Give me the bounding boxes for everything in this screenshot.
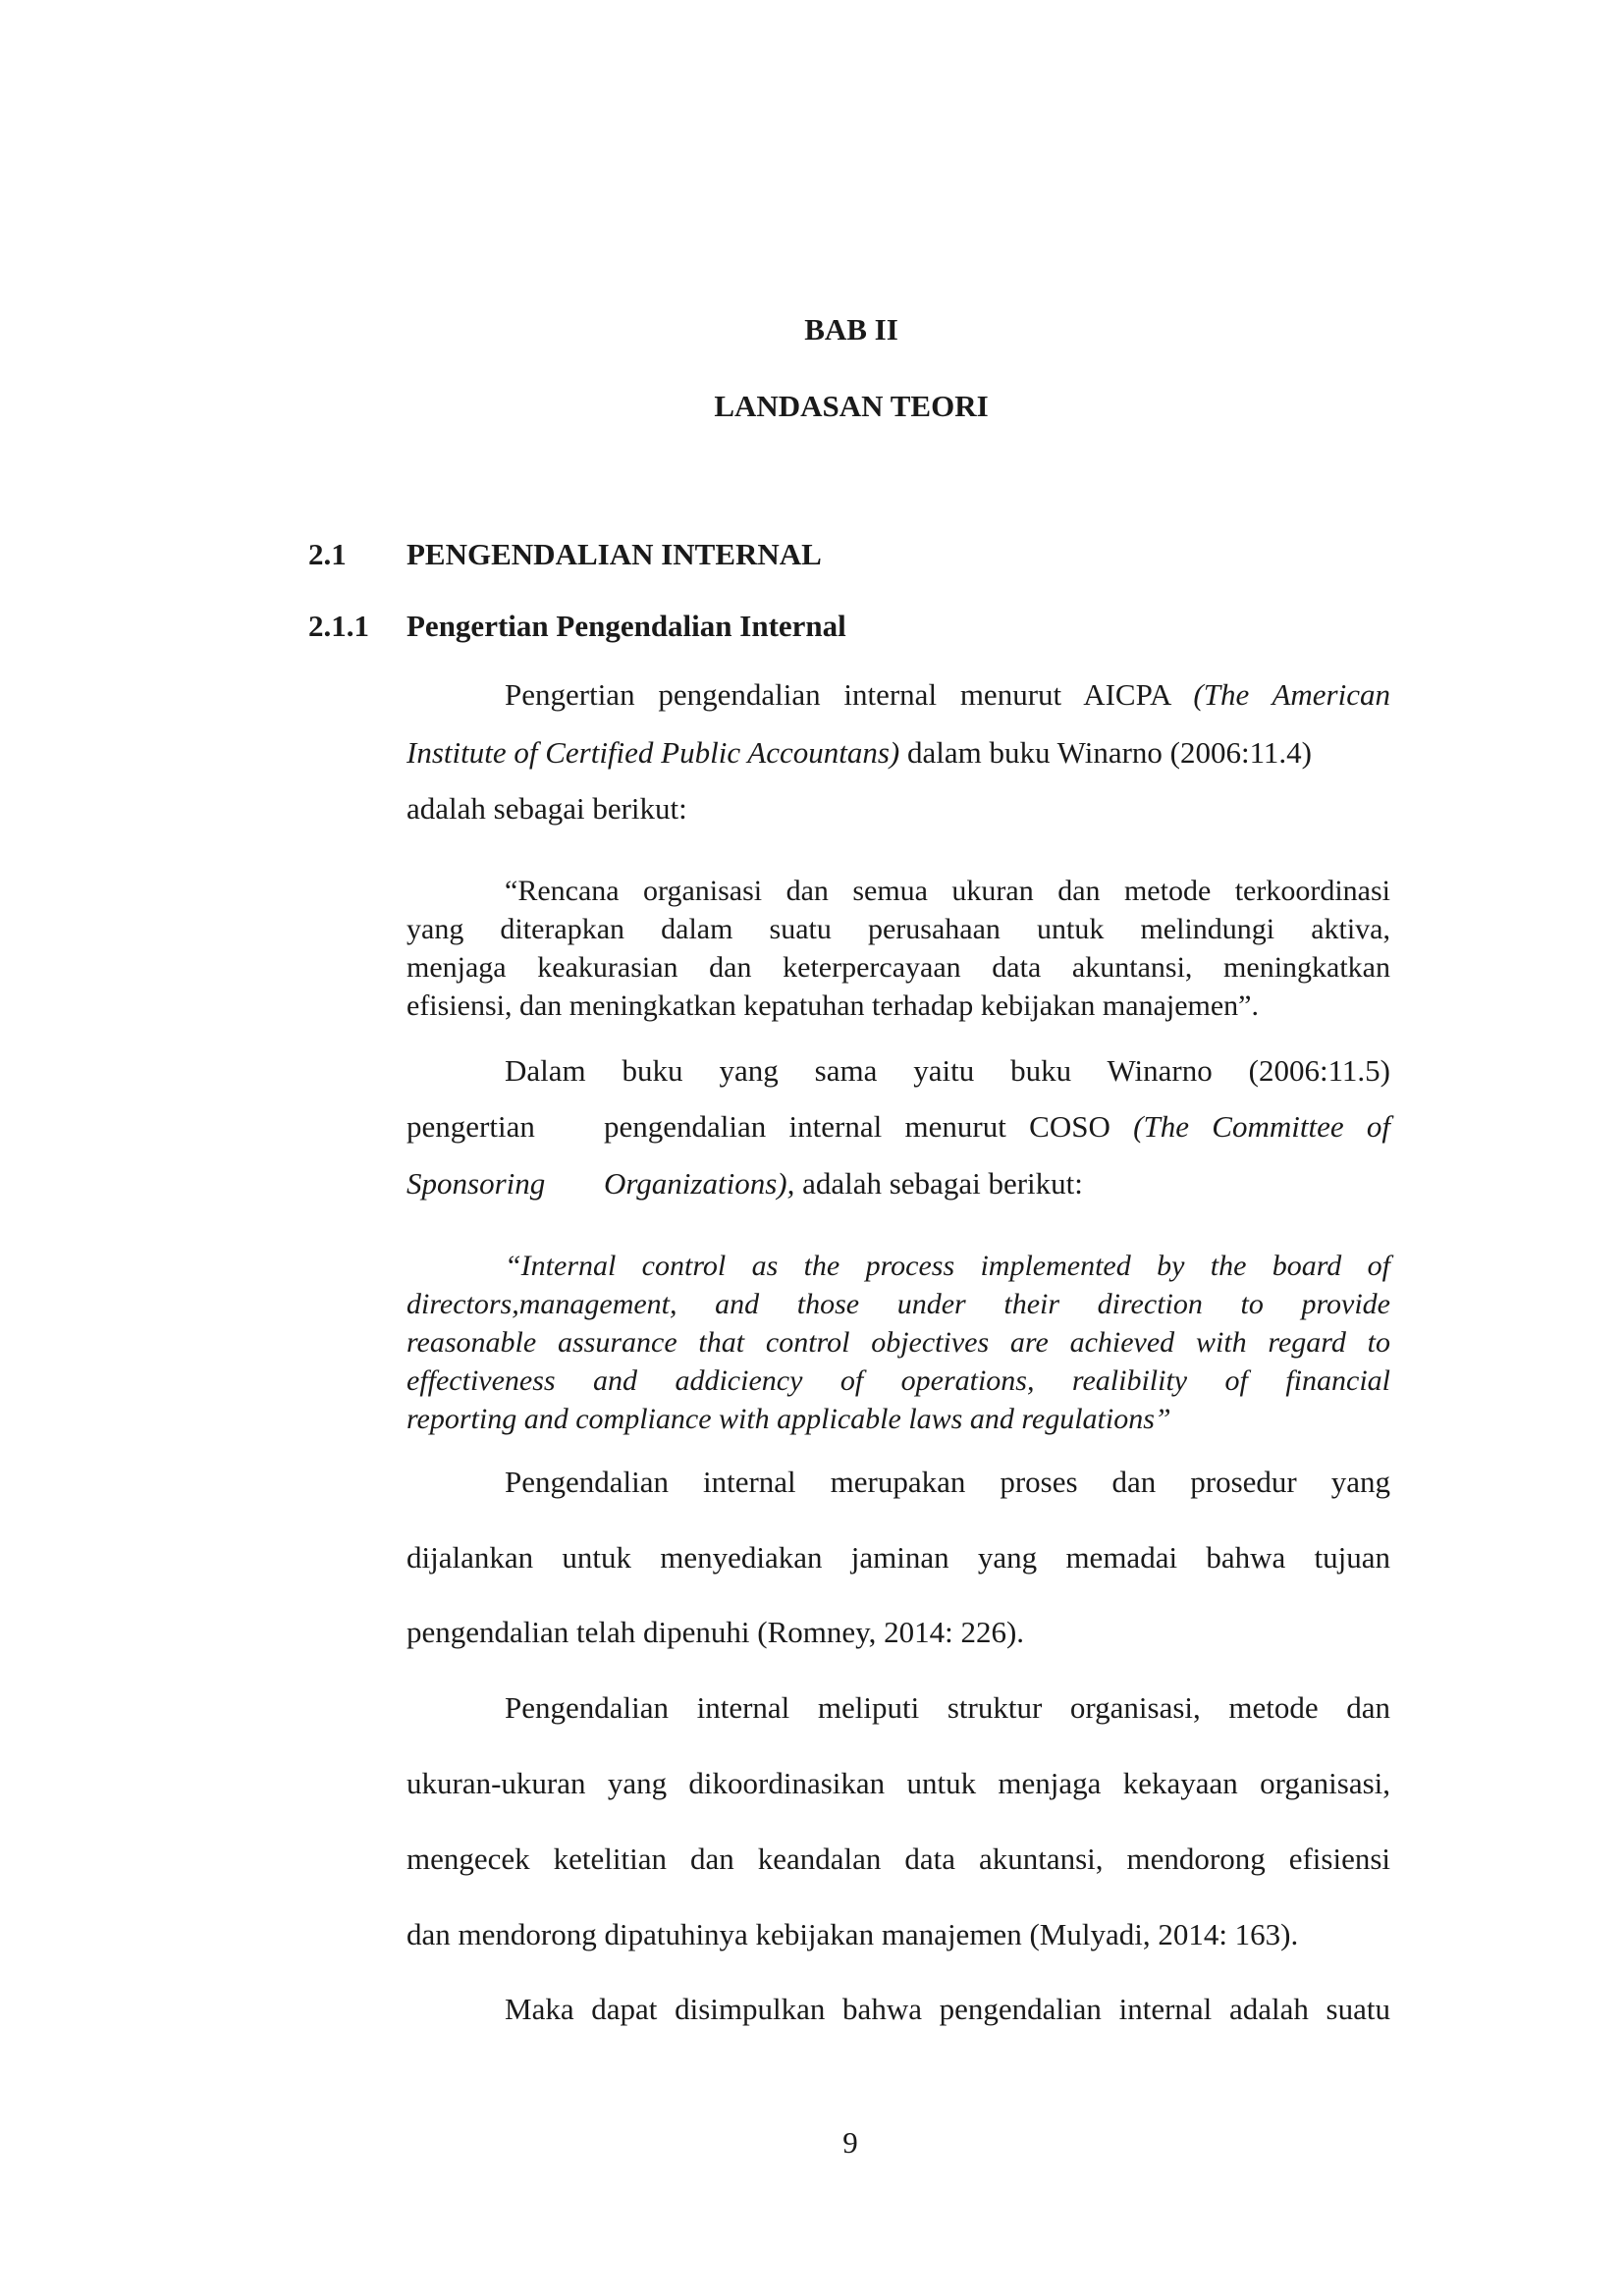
para1-institute: Institute of Certified Public Accountans) (406, 735, 900, 770)
paragraph-3-line-1: Pengendalian internal merupakan proses dan prosedur yang (505, 1465, 1390, 1499)
chapter-title: LANDASAN TEORI (714, 389, 989, 423)
quote-2-line-2: directors,management, and those under their direction to provide (406, 1288, 1390, 1320)
quote-1-line-2: yang diterapkan dalam suatu perusahaan untuk melindungi aktiva, (406, 913, 1390, 945)
paragraph-2-line-3 (406, 1164, 1390, 1203)
paragraph-4-line-1: Pengendalian internal meliputi struktur organisasi, metode dan (505, 1690, 1390, 1725)
paragraph-4-line-3: mengecek ketelitian dan keandalan data akuntansi, mendorong efisiensi (406, 1842, 1390, 1876)
paragraph-1-line-2 (406, 733, 1390, 773)
paragraph-3-line-2: dijalankan untuk menyediakan jaminan yang memadai bahwa tujuan (406, 1540, 1390, 1575)
paragraph-2-line-1: Dalam buku yang sama yaitu buku Winarno (2006:11.5) (505, 1053, 1390, 1088)
quote-2-line-1: “Internal control as the process implemented by the board of (505, 1250, 1390, 1282)
paragraph-1-line-3: adalah sebagai berikut: (406, 791, 687, 826)
para2-orgs (604, 1164, 1083, 1203)
quote-2-line-5: reporting and compliance with applicable laws and regulations” (406, 1403, 1171, 1435)
quote-1-line-1: “Rencana organisasi dan semua ukuran dan metode terkoordinasi (505, 875, 1390, 907)
para2-orgs-text: adalah sebagai berikut: (794, 1166, 1083, 1201)
para1-italic: (The American (1193, 677, 1390, 712)
para1-citation: dalam buku Winarno (2006:11.4) (899, 735, 1313, 770)
quote-2-line-4: effectiveness and addiciency of operations, realibility of financial (406, 1364, 1390, 1397)
para2-coso-italic: (The Committee of (1133, 1109, 1390, 1144)
quote-1-line-3: menjaga keakurasian dan keterpercayaan data akuntansi, meningkatkan (406, 951, 1390, 984)
quote-2-line-3: reasonable assurance that control objectives are achieved with regard to (406, 1326, 1390, 1359)
para2-coso-text: pengendalian internal menurut COSO (604, 1109, 1134, 1144)
paragraph-4-line-2: ukuran-ukuran yang dikoordinasikan untuk menjaga kekayaan organisasi, (406, 1766, 1390, 1800)
para2-orgs-italic: Organizations), (604, 1166, 795, 1201)
paragraph-3-line-3: pengendalian telah dipenuhi (Romney, 2014: 226). (406, 1615, 1025, 1649)
paragraph-2-line-2 (406, 1107, 1390, 1147)
page-number: 9 (842, 2125, 858, 2160)
para1-text: Pengertian pengendalian internal menurut AICPA (505, 677, 1194, 712)
subsection-title: Pengertian Pengendalian Internal (406, 609, 846, 643)
para2-pengertian: pengertian (406, 1109, 535, 1144)
paragraph-4-line-4: dan mendorong dipatuhinya kebijakan manajemen (Mulyadi, 2014: 163). (406, 1917, 1299, 1951)
para2-coso (604, 1107, 1390, 1147)
paragraph-1-line-1 (505, 675, 1390, 715)
para2-sponsoring: Sponsoring (406, 1166, 546, 1201)
paragraph-5-line-1: Maka dapat disimpulkan bahwa pengendalian internal adalah suatu (505, 1992, 1390, 2026)
section-title: PENGENDALIAN INTERNAL (406, 537, 822, 571)
quote-1-line-4: efisiensi, dan meningkatkan kepatuhan terhadap kebijakan manajemen”. (406, 989, 1259, 1022)
chapter-number: BAB II (804, 312, 898, 347)
subsection-number: 2.1.1 (308, 609, 369, 643)
section-number: 2.1 (308, 537, 347, 571)
